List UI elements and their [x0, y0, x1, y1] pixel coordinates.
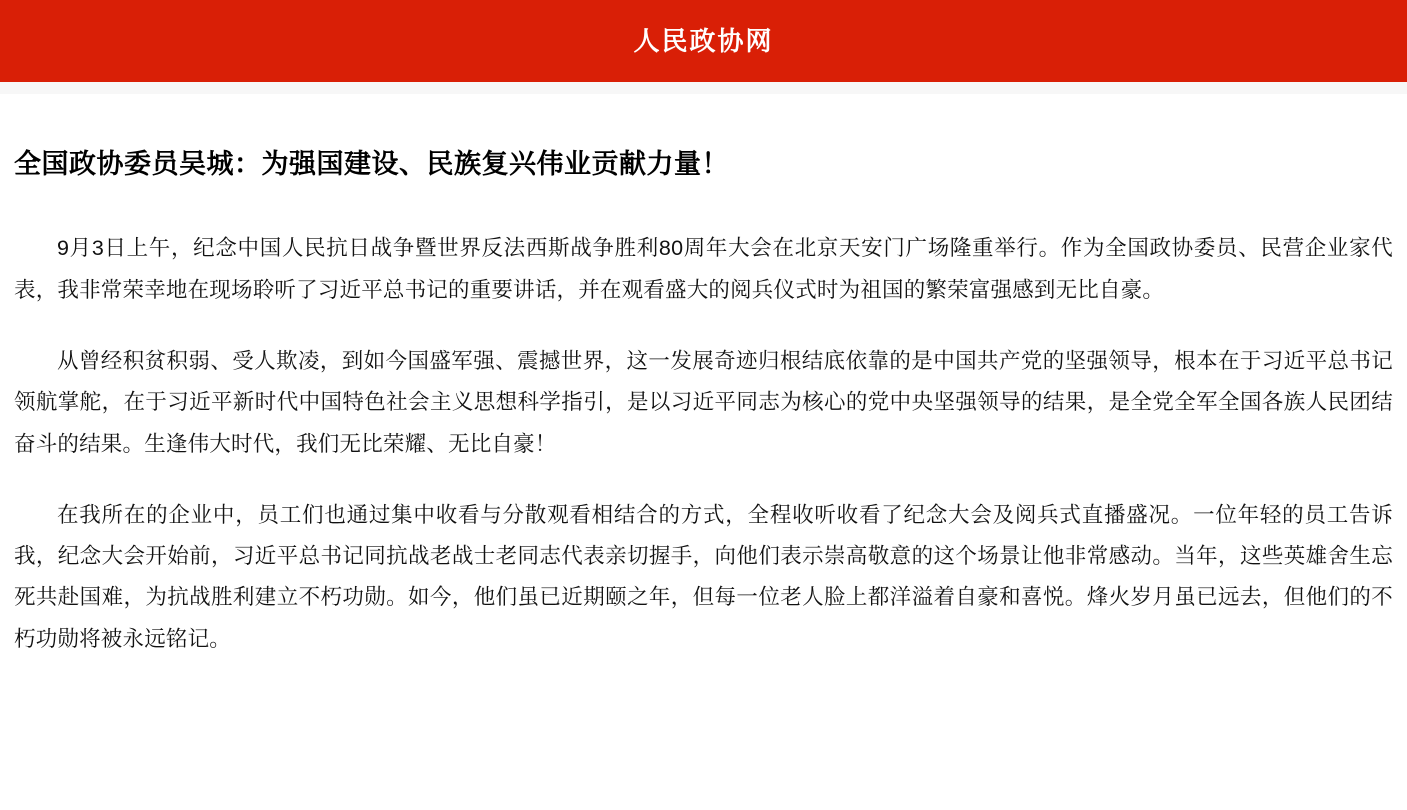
article-paragraph: 从曾经积贫积弱、受人欺凌，到如今国盛军强、震撼世界，这一发展奇迹归根结底依靠的是中国共产党的坚强领导，根本在于习近平总书记领航掌舵，在于习近平新时代中国特色社会主义思想科学指引，是以习近平同志为核心的党中央坚强领导的结果，是全党全军全国各族人民团结奋斗的结果。生逢伟大时代，我们无比荣耀、无比自豪！ [14, 348, 1393, 456]
article-body [14, 228, 1393, 659]
article-container [0, 94, 1407, 660]
banner-divider-strip [0, 82, 1407, 94]
site-title: 人民政协网 [633, 26, 774, 56]
article-title: 全国政协委员吴城：为强国建设、民族复兴伟业贡献力量！ [14, 149, 729, 179]
article-paragraph: 在我所在的企业中，员工们也通过集中收看与分散观看相结合的方式，全程收听收看了纪念大会及阅兵式直播盛况。一位年轻的员工告诉我，纪念大会开始前，习近平总书记同抗战老战士老同志代表亲切握手，向他们表示崇高敬意的这个场景让他非常感动。当年，这些英雄舍生忘死共赴国难，为抗战胜利建立不朽功勋。如今，他们虽已近期颐之年，但每一位老人脸上都洋溢着自豪和喜悦。烽火岁月虽已远去，但他们的不朽功勋将被永远铭记。 [14, 502, 1393, 651]
article-paragraph: 9月3日上午，纪念中国人民抗日战争暨世界反法西斯战争胜利80周年大会在北京天安门广场隆重举行。作为全国政协委员、民营企业家代表，我非常荣幸地在现场聆听了习近平总书记的重要讲话，并在观看盛大的阅兵仪式时为祖国的繁荣富强感到无比自豪。 [14, 236, 1393, 302]
site-banner [0, 0, 1407, 82]
